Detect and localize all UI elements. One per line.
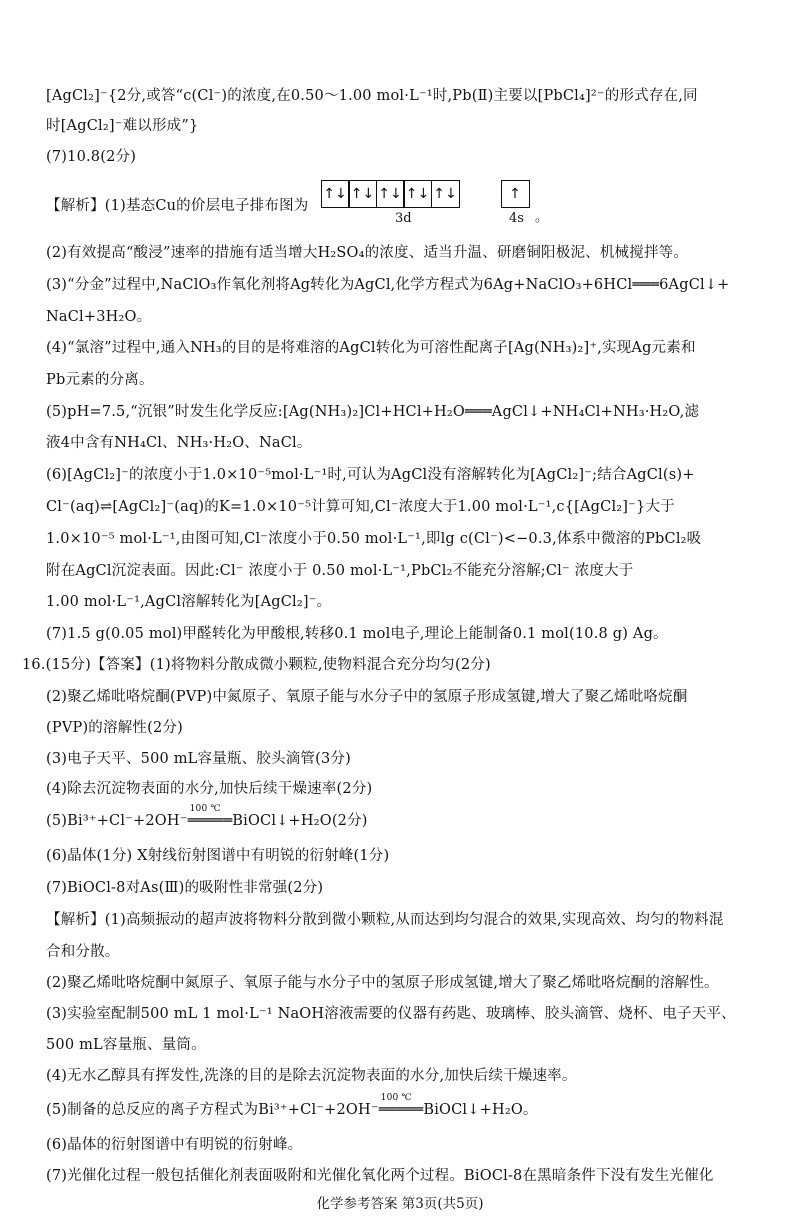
text-line: 500 mL容量瓶、量筒。 bbox=[46, 1037, 206, 1053]
text-line: (7)1.5 g(0.05 mol)甲醛转化为甲酸根,转移0.1 mol电子,理论上能制备0.1 mol(10.8 g) Ag。 bbox=[46, 626, 668, 642]
equation-arrow bbox=[187, 804, 233, 831]
orbital-box: ↑ bbox=[501, 180, 530, 208]
orbital-3d-boxes bbox=[322, 180, 460, 208]
text-line: 16.(15分)【答案】(1)将物料分散成微小颗粒,使物料混合充分均匀(2分) bbox=[22, 657, 491, 673]
text-line: (4)“氯溶”过程中,通入NH₃的目的是将难溶的AgCl转化为可溶性配离子[Ag(NH₃)₂]⁺,实现Ag元素和 bbox=[46, 340, 696, 356]
orbital-4s-boxes bbox=[502, 180, 530, 208]
orbital-box: ↑↓ bbox=[321, 180, 350, 208]
text-line: (PVP)的溶解性(2分) bbox=[46, 720, 183, 736]
reaction-condition: 100 ℃ bbox=[189, 804, 221, 814]
orbital-box: ↑↓ bbox=[348, 180, 377, 208]
reaction-condition: 100 ℃ bbox=[380, 1093, 412, 1103]
text-line: NaCl+3H₂O。 bbox=[46, 309, 152, 325]
text-line: (2)聚乙烯吡咯烷酮中氮原子、氧原子能与水分子中的氢原子形成氢键,增大了聚乙烯吡咯烷酮的溶解性。 bbox=[46, 975, 719, 991]
equation-reactants: (5)Bi³⁺+Cl⁻+2OH⁻ bbox=[46, 813, 188, 829]
text-line: (7)10.8(2分) bbox=[46, 149, 137, 165]
text-line: 附在AgCl沉淀表面。因此:Cl⁻ 浓度小于 0.50 mol·L⁻¹,PbCl₂不能充分溶解;Cl⁻ 浓度大于 bbox=[46, 563, 634, 579]
page-footer: 化学参考答案 第3页(共5页) bbox=[316, 1196, 484, 1212]
text-line: (4)无水乙醇具有挥发性,洗涤的目的是除去沉淀物表面的水分,加快后续干燥速率。 bbox=[46, 1068, 577, 1084]
orbital-4s-label: 4s bbox=[509, 211, 524, 226]
text-line: 【解析】(1)高频振动的超声波将物料分散到微小颗粒,从而达到均匀混合的效果,实现高效、均匀的物料混 bbox=[46, 912, 724, 928]
text-line: (2)聚乙烯吡咯烷酮(PVP)中氮原子、氧原子能与水分子中的氢原子形成氢键,增大了聚乙烯吡咯烷酮 bbox=[46, 689, 688, 705]
equation-arrow bbox=[378, 1093, 424, 1120]
orbital-tail: 。 bbox=[535, 210, 549, 225]
orbital-box: ↑↓ bbox=[376, 180, 405, 208]
equation-products: BiOCl↓+H₂O(2分) bbox=[232, 813, 368, 829]
equation-reactants: (5)制备的总反应的离子方程式为Bi³⁺+Cl⁻+2OH⁻ bbox=[46, 1102, 379, 1118]
text-line: 液4中含有NH₄Cl、NH₃·H₂O、NaCl。 bbox=[46, 435, 312, 451]
text-line: (6)晶体(1分) X射线衍射图谱中有明锐的衍射峰(1分) bbox=[46, 848, 390, 864]
analysis-16-5-equation bbox=[46, 1093, 778, 1120]
equals-arrow: ═════ bbox=[378, 1102, 424, 1118]
text-line: (5)pH=7.5,“沉银”时发生化学反应:[Ag(NH₃)₂]Cl+HCl+H₂O═══AgCl↓+NH₄Cl+NH₃·H₂O,滤 bbox=[46, 404, 700, 420]
text-line: (6)晶体的衍射图谱中有明锐的衍射峰。 bbox=[46, 1137, 303, 1153]
text-line: [AgCl₂]⁻{2分,或答“c(Cl⁻)的浓度,在0.50～1.00 mol·L⁻¹时,Pb(Ⅱ)主要以[PbCl₄]²⁻的形式存在,同 bbox=[46, 88, 698, 104]
orbital-3d-label: 3d bbox=[395, 211, 412, 226]
text-line: 合和分散。 bbox=[46, 944, 120, 960]
analysis-orbital-lead: 【解析】(1)基态Cu的价层电子排布图为 bbox=[46, 198, 309, 214]
text-line: (2)有效提高“酸浸”速率的措施有适当增大H₂SO₄的浓度、适当升温、研磨铜阳极泥、机械搅拌等。 bbox=[46, 245, 689, 261]
orbital-box: ↑↓ bbox=[431, 180, 460, 208]
text-line: 1.00 mol·L⁻¹,AgCl溶解转化为[AgCl₂]⁻。 bbox=[46, 594, 332, 610]
answer-16-5-equation bbox=[46, 804, 778, 831]
text-line: Cl⁻(aq)⇌[AgCl₂]⁻(aq)的K=1.0×10⁻⁵计算可知,Cl⁻浓度大于1.00 mol·L⁻¹,c{[AgCl₂]⁻}大于 bbox=[46, 499, 675, 515]
equals-arrow: ═════ bbox=[187, 813, 233, 829]
text-line: (4)除去沉淀物表面的水分,加快后续干燥速率(2分) bbox=[46, 781, 373, 797]
text-line: Pb元素的分离。 bbox=[46, 372, 154, 388]
orbital-box: ↑↓ bbox=[403, 180, 432, 208]
text-line: (3)电子天平、500 mL容量瓶、胶头滴管(3分) bbox=[46, 751, 351, 767]
text-line: 时[AgCl₂]⁻难以形成”} bbox=[46, 118, 199, 134]
text-line: (3)实验室配制500 mL 1 mol·L⁻¹ NaOH溶液需要的仪器有药匙、玻璃棒、胶头滴管、烧杯、电子天平、 bbox=[46, 1006, 736, 1022]
text-line: (7)BiOCl-8对As(Ⅲ)的吸附性非常强(2分) bbox=[46, 880, 324, 896]
text-line: 1.0×10⁻⁵ mol·L⁻¹,由图可知,Cl⁻浓度小于0.50 mol·L⁻¹,即lg c(Cl⁻)<−0.3,体系中微溶的PbCl₂吸 bbox=[46, 531, 702, 547]
text-line: (7)光催化过程一般包括催化剂表面吸附和光催化氧化两个过程。BiOCl-8在黑暗条件下没有发生光催化 bbox=[46, 1168, 714, 1184]
equation-products: BiOCl↓+H₂O。 bbox=[423, 1102, 538, 1118]
text-line: (3)“分金”过程中,NaClO₃作氧化剂将Ag转化为AgCl,化学方程式为6Ag+NaClO₃+6HCl═══6AgCl↓+ bbox=[46, 277, 730, 293]
text-line: (6)[AgCl₂]⁻的浓度小于1.0×10⁻⁵mol·L⁻¹时,可认为AgCl没有溶解转化为[AgCl₂]⁻;结合AgCl(s)+ bbox=[46, 467, 695, 483]
